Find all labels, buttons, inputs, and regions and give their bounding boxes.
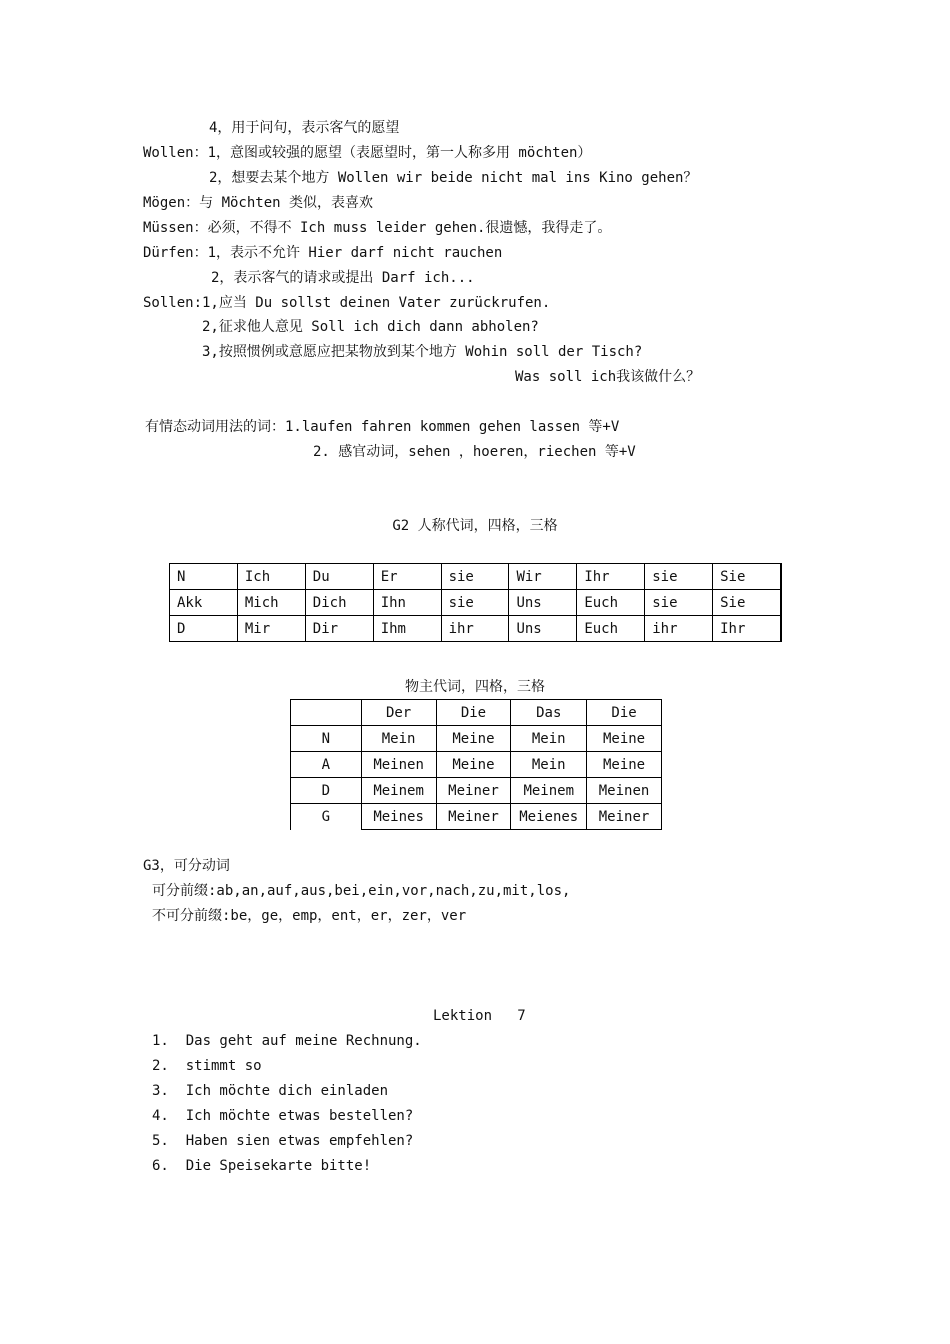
table-cell: Ihr bbox=[713, 616, 781, 642]
table-cell: Uns bbox=[509, 616, 577, 642]
g3-inseparable: 不可分前缀:be，ge，emp，ent，er，zer，ver bbox=[152, 908, 467, 924]
table-cell: Ihn bbox=[373, 590, 441, 616]
list-item: 5. Haben sien etwas empfehlen? bbox=[152, 1133, 414, 1149]
table-cell: Meine bbox=[436, 752, 511, 778]
table-header-cell: Die bbox=[587, 700, 662, 726]
table-row bbox=[170, 616, 782, 642]
list-item: 2. stimmt so bbox=[152, 1058, 262, 1074]
modal-like-line-1: 有情态动词用法的词：1.laufen fahren kommen gehen lassen 等+V bbox=[145, 419, 620, 435]
table-cell: N bbox=[291, 726, 362, 752]
modal-line-sollen-2: 2,征求他人意见 Soll ich dich dann abholen? bbox=[202, 319, 539, 335]
table-header-cell bbox=[291, 700, 362, 726]
table-cell: G bbox=[291, 804, 362, 830]
table-cell: A bbox=[291, 752, 362, 778]
table-cell: Sie bbox=[713, 590, 781, 616]
table-cell: Mein bbox=[511, 726, 587, 752]
table-cell: Du bbox=[305, 564, 373, 590]
table-cell: Meinem bbox=[361, 778, 436, 804]
table-cell: Uns bbox=[509, 590, 577, 616]
table-cell: sie bbox=[441, 590, 509, 616]
modal-line-muessen: Müssen：必须，不得不 Ich muss leider gehen.很遗憾，我得走了。 bbox=[143, 220, 612, 236]
table-cell: Meinen bbox=[587, 778, 662, 804]
table-cell: sie bbox=[645, 590, 713, 616]
table-row bbox=[291, 726, 662, 752]
table-cell: Dich bbox=[305, 590, 373, 616]
modal-line-sollen-3b: Was soll ich我该做什么？ bbox=[515, 369, 701, 385]
modal-line-sollen: Sollen:1,应当 Du sollst deinen Vater zurückrufen. bbox=[143, 295, 551, 311]
table-cell: Dir bbox=[305, 616, 373, 642]
table-cell: Meiner bbox=[587, 804, 662, 830]
table-cell: Meiner bbox=[436, 804, 511, 830]
modal-line-duerfen: Dürfen：1，表示不允许 Hier darf nicht rauchen bbox=[143, 245, 503, 261]
lektion-title: Lektion 7 bbox=[433, 1008, 526, 1024]
table-row bbox=[291, 778, 662, 804]
table-cell: Wir bbox=[509, 564, 577, 590]
table-cell: Er bbox=[373, 564, 441, 590]
table-cell: Akk bbox=[170, 590, 238, 616]
table-header-cell: Der bbox=[361, 700, 436, 726]
table-cell: Meiner bbox=[436, 778, 511, 804]
table-cell: D bbox=[291, 778, 362, 804]
table-row bbox=[291, 804, 662, 830]
table-cell: Ich bbox=[237, 564, 305, 590]
table-header-row bbox=[291, 700, 662, 726]
modal-line-sollen-3: 3,按照惯例或意愿应把某物放到某个地方 Wohin soll der Tisch? bbox=[202, 344, 643, 360]
table-cell: Meinem bbox=[511, 778, 587, 804]
table-cell: ihr bbox=[645, 616, 713, 642]
table-cell: Euch bbox=[577, 616, 645, 642]
table-header-cell: Die bbox=[436, 700, 511, 726]
possessive-title: 物主代词，四格，三格 bbox=[405, 679, 545, 695]
table-cell: Sie bbox=[713, 564, 781, 590]
table-cell: Euch bbox=[577, 590, 645, 616]
table-cell: Meine bbox=[587, 726, 662, 752]
table-row bbox=[170, 590, 782, 616]
modal-line-moegen: Mögen：与 Möchten 类似，表喜欢 bbox=[143, 195, 374, 211]
table-cell: Mein bbox=[361, 726, 436, 752]
table-cell: sie bbox=[645, 564, 713, 590]
table-cell: Meine bbox=[587, 752, 662, 778]
table-cell: ihr bbox=[441, 616, 509, 642]
possessive-pronoun-table bbox=[290, 699, 662, 830]
modal-line-wollen: Wollen：1，意图或较强的愿望（表愿望时，第一人称多用 möchten） bbox=[143, 145, 592, 161]
table-cell: N bbox=[170, 564, 238, 590]
table-cell: Meines bbox=[361, 804, 436, 830]
table-cell: Meine bbox=[436, 726, 511, 752]
table-cell: Ihr bbox=[577, 564, 645, 590]
table-row bbox=[291, 752, 662, 778]
table-cell: sie bbox=[441, 564, 509, 590]
table-cell: Mein bbox=[511, 752, 587, 778]
modal-like-line-2: 2. 感官动词，sehen ，hoeren，riechen 等+V bbox=[313, 444, 636, 460]
list-item: 4. Ich möchte etwas bestellen? bbox=[152, 1108, 414, 1124]
g3-title: G3，可分动词 bbox=[143, 858, 230, 874]
table-cell: Mich bbox=[237, 590, 305, 616]
table-cell: Ihm bbox=[373, 616, 441, 642]
g2-title: G2 人称代词，四格，三格 bbox=[392, 518, 558, 534]
table-row bbox=[170, 564, 782, 590]
g3-separable: 可分前缀:ab,an,auf,aus,bei,ein,vor,nach,zu,mit,los, bbox=[152, 883, 571, 899]
list-item: 3. Ich möchte dich einladen bbox=[152, 1083, 389, 1099]
table-cell: D bbox=[170, 616, 238, 642]
personal-pronoun-table bbox=[169, 563, 782, 642]
table-cell: Meinen bbox=[361, 752, 436, 778]
list-item: 6. Die Speisekarte bitte! bbox=[152, 1158, 372, 1174]
table-cell: Meienes bbox=[511, 804, 587, 830]
modal-line-wollen-2: 2，想要去某个地方 Wollen wir beide nicht mal ins Kino gehen？ bbox=[209, 170, 698, 186]
table-header-cell: Das bbox=[511, 700, 587, 726]
modal-line-duerfen-2: 2，表示客气的请求或提出 Darf ich... bbox=[211, 270, 475, 286]
table-cell: Mir bbox=[237, 616, 305, 642]
modal-line-wollen-4: 4，用于问句，表示客气的愿望 bbox=[209, 120, 400, 136]
list-item: 1. Das geht auf meine Rechnung. bbox=[152, 1033, 422, 1049]
